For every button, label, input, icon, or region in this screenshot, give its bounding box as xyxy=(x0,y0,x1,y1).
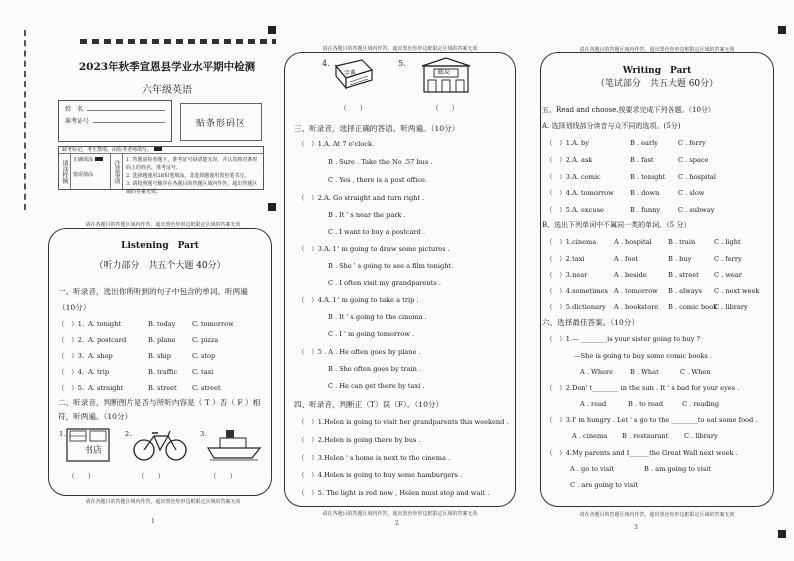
absent-note: 缺考标记，考生禁填，由监考老师填写。 xyxy=(62,147,153,153)
s5b-item-3-option-a: A . beside xyxy=(614,271,647,279)
s1-item-5-option-c: C. street xyxy=(192,384,221,392)
s4-item-1[interactable]: （ ）1.Helen is going to visit her grandparents this weekend . xyxy=(298,418,509,426)
s6-item-2-option-c: C . reading xyxy=(682,400,720,408)
s5b-item-2-option-b: B . buy xyxy=(668,255,692,263)
s1-item-3-option-b: B. ship xyxy=(148,352,171,360)
exam-title: 2023年秋季宣恩县学业水平期中检测 xyxy=(78,61,256,73)
s2-answer-2[interactable]: （ ） xyxy=(138,472,165,480)
s6-item-2-option-a: A . read xyxy=(580,400,607,408)
s4-item-4[interactable]: （ ）4.Helen is going to buy some hamburgers . xyxy=(298,471,463,479)
fill-sample-label: 填涂样例 xyxy=(59,154,71,189)
s1-item-1-number[interactable]: （ ）1. xyxy=(58,320,85,328)
s5a-item-2-option-b: B . fast xyxy=(630,156,654,164)
s6-item-3[interactable]: （ ）3.I' m hungry . Let ' s go to the ________to eat some food . xyxy=(546,416,758,424)
s1-item-3-option-c: C. stop xyxy=(192,352,216,360)
s6-item-3-option-b: B . restaurant xyxy=(622,432,669,440)
s1-item-2-option-b: B. plane xyxy=(148,336,176,344)
section-5-title: 五、Read and choose.按要求完成下列各题。（10分） xyxy=(542,106,715,114)
s5a-item-3[interactable]: （ ）3.A. comic xyxy=(546,173,601,181)
s3-item-1-option-c: C . Yes , there is a post office. xyxy=(328,176,428,184)
s6-item-4[interactable]: （ ）4.My parents and I______the Great Wall next week . xyxy=(546,449,738,457)
s6-item-4-option-b: B . am going to visit xyxy=(644,465,711,473)
s3-item-3[interactable]: （ ）3.A. I ' m going to draw some pictures . xyxy=(298,245,450,253)
s1-item-3-number[interactable]: （ ）3. xyxy=(58,352,85,360)
barcode-area: 贴条形码区 xyxy=(180,103,262,141)
s1-item-1-option-a: A. tonight xyxy=(88,320,122,328)
correct-fill-label: 正确填涂 xyxy=(73,157,94,163)
s3-item-4-option-b: B . It ' s going to the cinema . xyxy=(328,313,427,321)
s5b-item-4-option-a: A . tomorrow xyxy=(614,287,658,295)
corner-mark xyxy=(268,26,276,34)
p2-pic-5-answer[interactable]: （ ） xyxy=(432,104,459,112)
listening-subtitle: （听力部分 共五个大题 40分） xyxy=(94,261,226,271)
corner-mark xyxy=(778,530,786,538)
section-2-title: 二、听录音，判断图片是否与所听内容是（ T ）否（ F ）相 xyxy=(58,398,261,407)
s5b-item-1-option-c: C . light xyxy=(714,238,741,246)
s5a-item-4[interactable]: （ ）4.A. tomorrow xyxy=(546,189,614,197)
s5a-item-4-option-c: C . slow xyxy=(678,189,705,197)
s2-pic-1-number: 1. xyxy=(59,430,66,438)
section-1-title: 一、听录音，选出你所听到的句子中包含的单词。听两遍 xyxy=(58,287,248,296)
ship-icon xyxy=(206,426,262,462)
s5b-item-3[interactable]: （ ）3.near xyxy=(546,271,588,279)
s3-item-4[interactable]: （ ）4.A. I ' m going to take a trip . xyxy=(298,296,419,304)
name-field[interactable] xyxy=(87,105,165,111)
s5b-item-5-option-a: A . bookstore xyxy=(614,303,659,311)
s5b-item-4[interactable]: （ ）4.sometimes xyxy=(546,287,608,295)
s6-item-1-option-a: A . Where xyxy=(580,368,614,376)
s6-item-4-option-c: C . are going to visit xyxy=(570,481,638,489)
note-2: 2. 选择题使用2B铅笔填涂，非选择题使用黑色笔书写。 xyxy=(126,173,250,179)
notes-label: 注意事项 xyxy=(111,154,123,189)
s2-answer-3[interactable]: （ ） xyxy=(210,472,237,480)
answer-area-warning: 请在各题目的答题区域内作答，超出黑色矩形边框限定区域的答案无效 xyxy=(85,222,241,228)
fill-sample-area xyxy=(71,154,111,189)
exam-subject: 六年级英语 xyxy=(142,85,192,96)
s3-item-5[interactable]: （ ）5 . A . He often goes by plane . xyxy=(298,348,421,356)
s4-item-2[interactable]: （ ）2.Helen is going there by bus . xyxy=(298,436,421,444)
s3-item-5-option-c: C . He can get there by taxi . xyxy=(328,382,425,390)
writing-title: Writing Part xyxy=(622,66,692,76)
s5a-item-4-option-b: B . down xyxy=(630,189,660,197)
s1-item-5-number[interactable]: （ ）5. xyxy=(58,384,85,392)
s3-item-5-option-b: B . She often goes by train . xyxy=(328,365,422,373)
s3-item-1[interactable]: （ ）1.A. At 7 o'clock. xyxy=(298,140,375,148)
page-number-3: 3 xyxy=(634,524,638,531)
s6-item-2[interactable]: （ ）2.Don' t________ in the sun . It ' s bad for your eyes . xyxy=(546,384,740,392)
s3-item-2[interactable]: （ ）2.A. Go straight and turn right . xyxy=(298,194,425,202)
s6-item-1-reply: —She is going to buy some comic books . xyxy=(574,352,712,360)
s5a-item-3-option-c: C . hospital xyxy=(678,173,716,181)
s6-item-1-option-b: B . What xyxy=(630,368,659,376)
p2-pic-4-answer[interactable]: （ ） xyxy=(340,104,367,112)
s1-item-5-option-b: B. street xyxy=(148,384,177,392)
s6-item-1-option-c: C . When xyxy=(680,368,711,376)
s1-item-4-option-b: B. traffic xyxy=(148,368,178,376)
s5a-item-2-option-c: C . space xyxy=(678,156,709,164)
s4-item-3[interactable]: （ ）3.Helen ' s home is next to the cinema . xyxy=(298,454,451,462)
s3-item-3-option-c: C . I often visit my grandparents . xyxy=(328,279,441,287)
section-1-score: （10分） xyxy=(58,303,91,312)
s1-item-5-option-a: A. straight xyxy=(88,384,124,392)
s2-pic-3-number: 3. xyxy=(200,430,207,438)
wrong-fill-label: 错误填涂 xyxy=(73,172,94,178)
bicycle-icon xyxy=(132,428,188,462)
answer-area-warning: 请在各题目的答题区域内作答，超出黑色矩形边框限定区域的答案无效 xyxy=(579,512,735,518)
registration-dash-mark xyxy=(80,39,276,44)
s4-item-5[interactable]: （ ）5. The light is red now , Helen must stop and wait . xyxy=(298,489,490,497)
section-2-title-cont: 符，听两遍。（10分） xyxy=(58,412,133,421)
s1-item-4-option-c: C. taxi xyxy=(192,368,214,376)
s5a-item-1-option-c: C . ferry xyxy=(678,139,706,147)
answer-area-warning: 请在各题目的答题区域内作答，超出黑色矩形边框限定区域的答案无效 xyxy=(85,499,241,505)
s5b-item-5-option-b: B . comic book xyxy=(668,303,718,311)
answer-area-warning: 请在各题目的答题区域内作答，超出黑色矩形边框限定区域的答案无效 xyxy=(322,511,478,517)
s1-item-2-option-c: C. pizza xyxy=(192,336,219,344)
id-label: 准考证号 xyxy=(65,117,90,125)
note-1: 1. 答题前检查题卡，准考证号码清楚无误，并认真核对条形码上的姓名、准考证号。 xyxy=(126,157,258,171)
s5a-item-1[interactable]: （ ）1.A. by xyxy=(546,139,589,147)
s5b-item-4-option-b: B . always xyxy=(668,287,702,295)
s3-item-2-option-b: B . It ' s near the park . xyxy=(328,211,406,219)
binding-line xyxy=(24,30,28,210)
s1-item-2-option-a: A. postcard xyxy=(88,336,127,344)
s5b-item-2[interactable]: （ ）2.taxi xyxy=(546,255,585,263)
post-office-label: 邮局 xyxy=(438,69,451,76)
listening-title: Listening Part xyxy=(121,241,199,251)
notes-text xyxy=(123,154,263,195)
s5b-item-2-option-a: A . foot xyxy=(614,255,639,263)
answer-area-warning: 请在各题目的答题区域内作答，超出黑色矩形边框限定区域的答案无效 xyxy=(322,46,478,52)
s3-item-4-option-c: C . I ' m going tomorrow . xyxy=(328,330,415,338)
s5b-item-5-option-c: C . library xyxy=(714,303,748,311)
s5a-item-5-option-c: C . subway xyxy=(678,206,715,214)
answer-area-warning: 请在各题目的答题区域内作答，超出黑色矩形边框限定区域的答案无效 xyxy=(579,47,735,53)
s5b-item-1-option-a: A . hospital xyxy=(614,238,652,246)
writing-subtitle: （笔试部分 共五大题 60分） xyxy=(595,79,719,89)
s5a-item-5-option-b: B . funny xyxy=(630,206,661,214)
p2-pic-4-number: 4. xyxy=(322,59,330,68)
s5a-item-3-option-b: B . tonight xyxy=(630,173,666,181)
s1-item-4-number[interactable]: （ ）4. xyxy=(58,368,85,376)
instructions-box xyxy=(58,146,264,195)
absent-mark-box[interactable] xyxy=(154,147,162,151)
p2-pic-5-number: 5. xyxy=(398,59,406,68)
s5b-item-1-option-b: B . train xyxy=(668,238,696,246)
name-label: 姓 名 xyxy=(65,105,84,113)
s5b-item-3-option-b: B . street xyxy=(668,271,699,279)
s1-item-3-option-a: A. shop xyxy=(88,352,113,360)
corner-mark xyxy=(268,203,276,211)
s1-item-1-option-b: B. today xyxy=(148,320,176,328)
s5b-item-2-option-c: C . ferry xyxy=(714,255,742,263)
s5a-item-2[interactable]: （ ）2.A. ask xyxy=(546,156,593,164)
s3-item-2-option-c: C . I want to buy a postcard . xyxy=(328,228,426,236)
bookstore-sign-icon xyxy=(66,428,110,462)
s2-answer-1[interactable]: （ ） xyxy=(68,472,95,480)
s6-item-1[interactable]: （ ）1.— ________is your sister going to buy ? xyxy=(546,335,700,343)
s5b-item-4-option-c: C . next week xyxy=(714,287,760,295)
s5a-item-5[interactable]: （ ）5.A. excuse xyxy=(546,206,604,214)
s5a-item-1-option-b: B . early xyxy=(630,139,658,147)
section-5a-title: A. 选择划线部分读音与众不同的选项。(5分) xyxy=(542,122,681,130)
bookstore-sign-text: 书店 xyxy=(84,446,103,456)
corner-mark xyxy=(778,26,786,34)
id-field[interactable] xyxy=(93,117,165,123)
section-5b-title: B、选出下列单词中不属同一类的单词。（5 分） xyxy=(542,221,691,229)
s3-item-3-option-b: B . She ' s going to see a film tonight. xyxy=(328,262,454,270)
s1-item-1-option-c: C. tomorrow xyxy=(192,320,234,328)
page-number-1: 1 xyxy=(151,518,155,525)
s6-item-3-option-c: C . library xyxy=(684,432,718,440)
s6-item-4-option-a: A . go to visit xyxy=(570,465,615,473)
s5b-item-5[interactable]: （ ）5.dictionary xyxy=(546,303,606,311)
section-6-title: 六、选择最佳答案。（10分） xyxy=(542,318,639,327)
s1-item-2-number[interactable]: （ ）2. xyxy=(58,336,85,344)
page-number-2: 2 xyxy=(395,520,399,527)
s5b-item-1[interactable]: （ ）1.cinema xyxy=(546,238,597,246)
student-info-box xyxy=(58,100,172,142)
section-3-title: 三、听录音，选择正确的答语。听两遍。（10分） xyxy=(294,124,460,133)
dictionary-label: 字典 xyxy=(344,70,357,77)
s2-pic-2-number: 2. xyxy=(125,430,132,438)
s5b-item-3-option-c: C . wear xyxy=(714,271,742,279)
s1-item-4-option-a: A. trip xyxy=(88,368,110,376)
s3-item-1-option-b: B . Sure . Take the No .57 bus . xyxy=(328,158,433,166)
s6-item-3-option-a: A . cinema xyxy=(572,432,608,440)
s6-item-2-option-b: B . to read xyxy=(628,400,664,408)
section-4-title: 四、听录音，判断正（T）误（F）。（10分） xyxy=(294,400,444,409)
correct-fill-sample xyxy=(95,157,103,161)
note-3: 3. 请按照题号顺序在各题目的答题区域内作答，超出答题区域的答案无效。 xyxy=(126,181,258,195)
